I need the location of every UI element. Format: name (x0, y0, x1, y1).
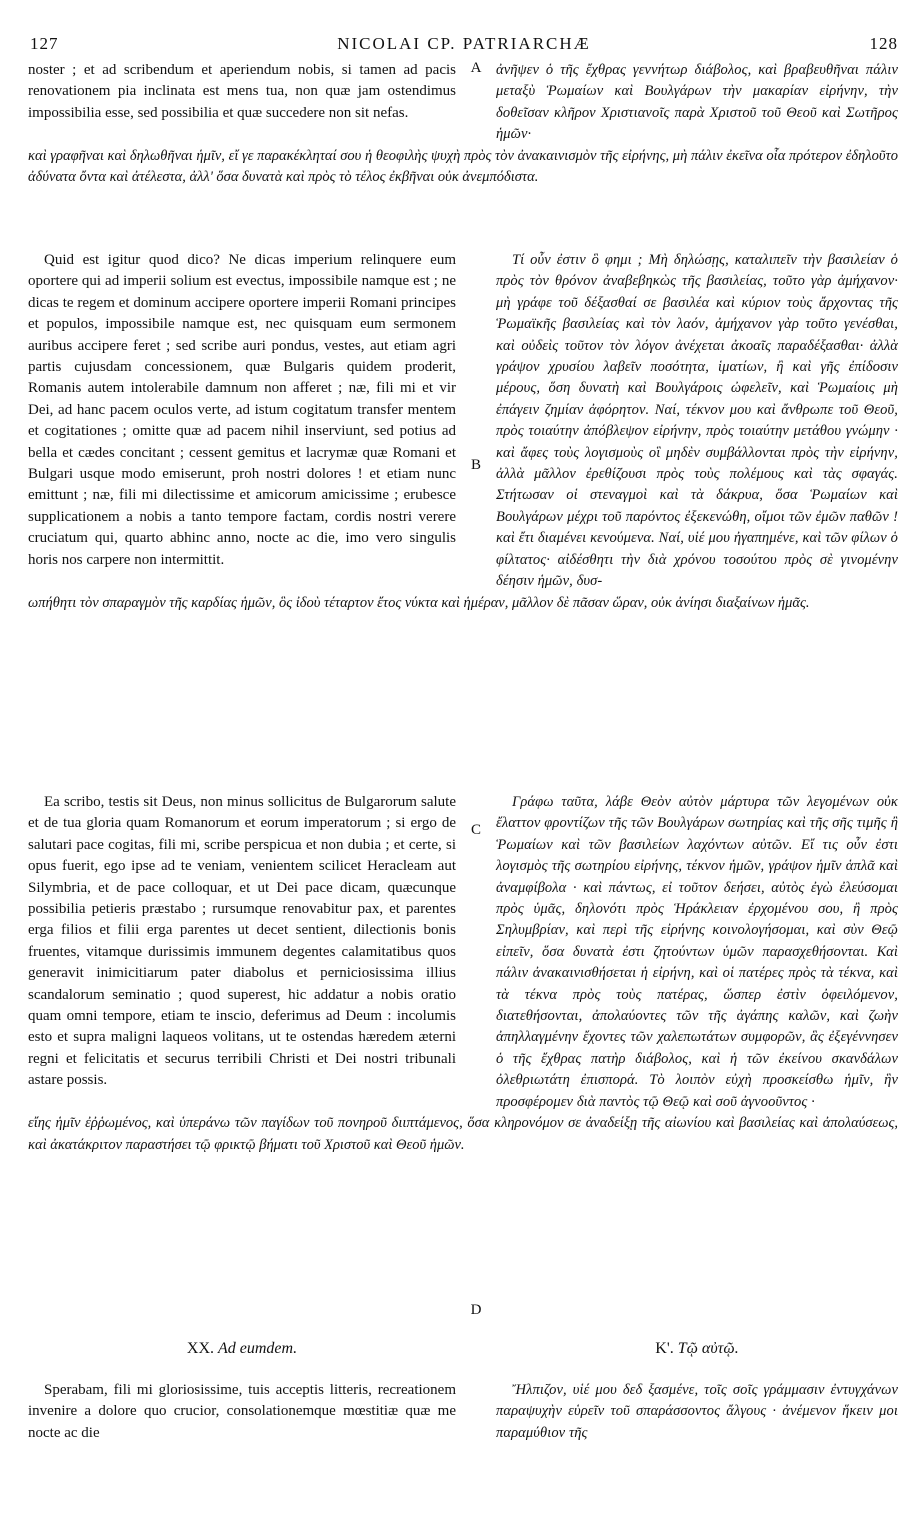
latin-paragraph: noster ; et ad scribendum et aperiendum nobis, si tamen ad pacis renovationem pia inclinata est mens tua, non quæ jam ostendimus impossibilia esse, sed possibilia et quæ succedere non sit nefas. (28, 62, 456, 121)
block-3 (28, 792, 898, 1318)
latin-column (28, 1380, 456, 1444)
greek-paragraph: Ἤλπιζον, υἱέ μου δεδ ξασμένε, τοῖς σοῖς γράμμασιν ἐντυγχάνων παραψυχὴν εὑρεῖν τοῦ σπαράσσοντος ἄλγους · ἀνέμενον ἥκειν μοι παραμύθιον τῆς (496, 1382, 898, 1441)
page-header (30, 34, 898, 58)
latin-section-heading (28, 1340, 456, 1358)
greek-column (496, 1380, 898, 1444)
greek-section-heading (496, 1340, 898, 1358)
margin-marker-b: B (470, 457, 481, 473)
latin-column (28, 60, 456, 146)
margin-marker-a: A (470, 60, 482, 76)
greek-section-number: Κ'. (655, 1340, 674, 1357)
block-2 (28, 250, 898, 614)
greek-column (496, 792, 898, 1113)
latin-paragraph: Ea scribo, testis sit Deus, non minus sollicitus de Bulgarorum salute et de tua gloria quam Romanorum et eorum imperatorum ; si ergo de salutari pace cogitas, fili mi, scribe perspicua et non dubia ; et certe, si opus fuerit, ego ipse ad te veniam, venientem scilicet Heracleam aut Silymbria, et de pace colloquar, et ut Dei pace dicam, quæcunque possibilia petieris præstabo ; rursumque renovabitur pax, et parentes erga filios et filii erga parentes ut decet sentient, dilectionis bonis fruentes, vitamque durissimis immunem degentes calamitatibus quos generavit inimicitiarum pater diabolus et perniciosissima illius scandalorum seminatio ; quod superest, hic addatur a nobis oratio quam omni tempore, etiam te inscio, deferimus ad Deum : incolumis esto et supra maligni laqueos volitans, ut te ostendas hæredem æterni regni et felicitatis et securus terribili Christi et Dei nostri tribunali astare possis. (28, 794, 456, 1089)
latin-column (28, 792, 456, 1113)
greek-full-width-text: εἴης ἡμῖν ἐῤῥωμένος, καὶ ὑπεράνω τῶν παγίδων τοῦ πονηροῦ διιπτάμενος, ὅσα κληρονόμον σε ἀναδείξῃ τῆς αἰωνίου καὶ βασιλείας καὶ ἀπολαύσεως, καὶ ἀκατάκριτον παραστήσει τῷ φρικτῷ βήματι τοῦ Χριστοῦ καὶ Θεοῦ ἡμῶν. (28, 1115, 898, 1153)
latin-section-title: Ad eumdem. (218, 1340, 298, 1357)
right-page-number: 128 (869, 34, 898, 53)
greek-full-width-text: καὶ γραφῆναι καὶ δηλωθῆναι ἡμῖν, εἴ γε παρακέκληταί σου ἡ θεοφιλὴς ψυχὴ πρὸς τὸν ἀνακαινισμὸν τῆς εἰρήνης, μὴ πάλιν ἐκεῖνα οἷα πρότερον ἐδηλοῦτο ἀδύνατα ὄντα καὶ ἀτέλεστα, ἀλλ' ὅσα δυνατὰ καὶ πρὸς τὸ τέλος ἐκβῆναι οὐκ ἀνεμπόδιστα. (28, 147, 898, 186)
greek-paragraph: ἀνῆψεν ὁ τῆς ἔχθρας γεννήτωρ διάβολος, καὶ βραβευθῆναι πάλιν μεταξὺ Ῥωμαίων καὶ Βουλγάρων τὴν μακαρίαν εἰρήνην, τὴν δοθεῖσαν κλῆρον Χριστιανοῖς παρὰ Χριστοῦ τοῦ Θεοῦ καὶ Σωτῆρος ἡμῶν· (496, 62, 898, 143)
block-1 (28, 60, 898, 188)
latin-section-number: XX. (186, 1340, 214, 1357)
left-page-number: 127 (30, 34, 59, 53)
greek-column (496, 250, 898, 593)
greek-column (496, 60, 898, 146)
greek-section-title: Τῷ αὐτῷ. (677, 1340, 739, 1357)
latin-column (28, 250, 456, 593)
greek-paragraph: Τί οὖν ἐστιν ὃ φημι ; Μὴ δηλώσῃς, καταλιπεῖν τὴν βασιλείαν ὁ πρὸς τὸν θρόνον ἀναβεβηκὼς τῆς βασιλείας, τοῦτο γὰρ ἀμήχανον· μὴ γράφε τοῦ δέξασθαί σε βασιλέα καὶ κύριον τοὺς ἄρχοντας τῆς Ῥωμαϊκῆς βασιλείας καὶ τὸν λαόν, ἀμήχανον γὰρ τοῦτο γενέσθαι, καὶ οὐδεὶς τοῦτον τὸν λόγον ἀνέχεται ἀκοαῖς παραδέξασθαι· ἀλλὰ γράψον χρυσίου λαβεῖν ποσότητα, ἱματίων, ἢ καὶ γῆς ἐπίδοσιν μέρους, ὅση δυνατὴ καὶ Βουλγάροις ὠφελεῖν, καὶ Ῥωμαίοις μὴ ἐπάγειν ζημίαν ἀφόρητον. Ναί, τέκνον μου καὶ ἄνθρωπε τοῦ Θεοῦ, πρὸς τοιαύτην ἀπόβλεψον εἰρήνην, πρὸς τοιαύτην μετάθου γνώμην · καὶ ἄφες τοὺς λογισμοὺς οἳ μηδὲν συμβάλλονται πρὸς τὴν εἰρήνην, ἀλλὰ μᾶλλον ἐρεθίζουσι πρὸς τοὺς πολέμους καὶ τὰς σφαγάς. Στήτωσαν οἱ στεναγμοὶ καὶ τὰ δάκρυα, ὅσα Ῥωμαίων καὶ Βουλγάρων μέχρι τοῦ παρόντος ἐξεκενώθη, οἴμοι τῶν ἐμῶν παθῶν ! καὶ ἔτι διαμένει κενούμενα. Ναί, υἱέ μου ἠγαπημένε, καὶ τῶν φίλων ὁ φίλτατος· αἰδέσθητι τὴν διὰ χρόνου τοσούτου πρὸς σὲ γινομένην δέησιν ἡμῶν, δυσ- (496, 252, 898, 590)
margin-marker-d: D (470, 1302, 482, 1318)
greek-full-width-text: ωπήθητι τὸν σπαραγμὸν τῆς καρδίας ἡμῶν, ὃς ἰδοὺ τέταρτον ἔτος νύκτα καὶ ἡμέραν, μᾶλλον δὲ πᾶσαν ὥραν, οὐκ ἀνίησι διαξαίνων ἡμᾶς. (28, 594, 810, 611)
running-title: NICOLAI CP. PATRIARCHÆ (337, 34, 591, 53)
section-xx (28, 1340, 898, 1444)
latin-paragraph: Sperabam, fili mi gloriosissime, tuis acceptis litteris, recreationem invenire a dolore quo crucior, consolationemque mœstitiæ quæ me nocte ac die (28, 1382, 456, 1441)
latin-paragraph: Quid est igitur quod dico? Ne dicas imperium relinquere eum oportere qui ad imperii solium est evectus, impossibile namque est ; ne dicas te regem et dominum accipere oportere imperii Romani principes et populos, impossibile namque est, nec quisquam eum sermonem auribus accipere feret ; sed scribe auri pondus, vestes, aut etiam agri partis cujusdam concessionem, quæ Bulgaris quidem proderit, Romanis autem intolerabile damnum non afferet ; næ, fili mi et vir Dei, ad hanc pacem oculos verte, ad istum cogitatum transfer mentem et cogitationes ; omitte quæ ad pacem nihil inserviunt, sed potius ad bella et cædes concitant ; cessent gemitus et lacrymæ quæ Romani et Bulgari usque modo emiserunt, proh nostri dolores ! et etiam nunc emittunt ; næ, fili mi dilectissime et amicorum amicissime ; erubesce supplicationem a nobis a tanto tempore factam, cordis nostri verere cruciatum qui, quarto abhinc anno, nocte ac die, imo vero singulis horis nos carpere non intermittit. (28, 252, 456, 568)
margin-marker-c: C (470, 822, 481, 838)
greek-paragraph: Γράφω ταῦτα, λάβε Θεὸν αὐτὸν μάρτυρα τῶν λεγομένων οὐκ ἔλαττον φροντίζων τῆς τῶν Βουλγάρων σωτηρίας καὶ τῆς σῆς τιμῆς ἢ Ῥωμαίων καὶ τῶν βασιλείων λαχόντων αὐτῶν. Εἴ τις οὖν ἐστι λογισμὸς τῆς σωτηρίου εἰρήνης, τέκνον ἡμῶν, γράψον ἡμῖν ἁπλᾶ καὶ ἀναμφίβολα · καὶ πάντως, εἰ τοῦτον δεήσει, αὐτὸς ἐγὼ ἐλεύσομαι πρὸς ὑμᾶς, δηλονότι πρὸς Ἡράκλειαν ἐρχομένου σου, ἢ πρὸς Σηλυμβρίαν, καὶ περὶ τῆς εἰρήνης κοινολογήσομαι, καὶ σὺν Θεῷ εἰπεῖν, ὅσα δυνατὰ ἐστι ζητούντων ὑμῶν παρασχεθήσονται. Καὶ πάλιν ἀνακαινισθήσεται ἡ εἰρήνη, καὶ οἱ πατέρες πρὸς τὰ τέκνα, καὶ τὰ τέκνα πρὸς τοὺς πατέρας, ὥσπερ ἐστὶν ὀφειλόμενον, διατεθήσονται, ἀπολαύοντες τῶν τῆς ἀγάπης καλῶν, καὶ ζωὴν ἀπηλλαγμένην ἔχοντες τῶν χαλεπωτάτων συμφορῶν, ἃς ἐξεγέννησεν ὁ τῆς ἔχθρας πατὴρ διάβολος, καὶ ἡ τῶν ἐκείνου σκανδάλων ὀλεθριωτάτη ἐπισπορά. Τὸ λοιπὸν εὐχὴ προσκείσθω ἡμῖν, ἣν προσφέρομεν διὰ παντὸς τῷ Θεῷ καὶ σοῦ ἀγνοοῦντος · (496, 794, 898, 1110)
